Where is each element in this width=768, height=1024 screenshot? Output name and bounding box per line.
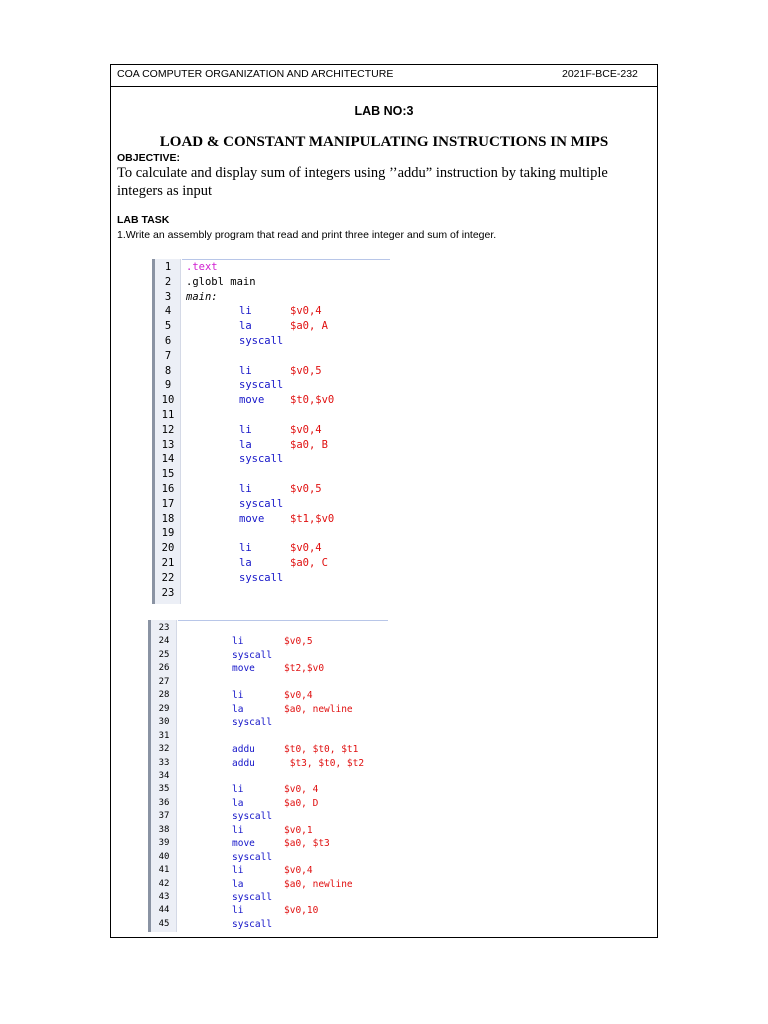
line-number: 43 bbox=[158, 892, 170, 902]
code-line bbox=[148, 825, 388, 838]
line-number: 8 bbox=[164, 364, 172, 377]
code-instruction: li bbox=[232, 824, 244, 836]
line-number: 40 bbox=[158, 851, 170, 862]
code-operand: $a0, A bbox=[290, 320, 328, 333]
line-number: 10 bbox=[161, 394, 175, 407]
code-instruction: syscall bbox=[232, 851, 273, 863]
code-line bbox=[148, 892, 388, 905]
code-line bbox=[152, 379, 390, 394]
code-instruction: li bbox=[232, 905, 244, 917]
code-line bbox=[148, 865, 388, 878]
code-instruction: li bbox=[239, 542, 252, 555]
code-operand: $v0,5 bbox=[290, 483, 322, 495]
code-operand: $t0,$v0 bbox=[290, 394, 335, 407]
code-instruction: li bbox=[239, 305, 252, 318]
code-operand: $a0, D bbox=[284, 797, 319, 809]
line-number: 1 bbox=[164, 261, 172, 273]
code-line bbox=[148, 798, 388, 811]
line-number: 7 bbox=[164, 349, 172, 362]
line-number: 31 bbox=[158, 730, 170, 741]
code-instruction: syscall bbox=[232, 717, 273, 729]
code-line bbox=[148, 784, 388, 797]
code-instruction: syscall bbox=[232, 892, 273, 903]
code-instruction: syscall bbox=[232, 811, 273, 823]
code-operand: $v0,10 bbox=[284, 905, 319, 917]
code-operand: $a0, B bbox=[290, 438, 328, 451]
line-number: 30 bbox=[158, 717, 170, 728]
code-line bbox=[152, 468, 390, 483]
code-line bbox=[148, 879, 388, 892]
line-number: 41 bbox=[158, 865, 170, 876]
line-number: 13 bbox=[161, 438, 175, 451]
line-number: 33 bbox=[158, 757, 170, 768]
code-operand: $t3, $t0, $t2 bbox=[284, 757, 365, 769]
code-line bbox=[152, 394, 390, 409]
code-instruction: la bbox=[239, 320, 252, 333]
code-line bbox=[148, 731, 388, 744]
code-line bbox=[148, 838, 388, 851]
code-line bbox=[148, 717, 388, 730]
code-instruction: li bbox=[232, 690, 244, 702]
lab-title: LOAD & CONSTANT MANIPULATING INSTRUCTIONS IN MIPS bbox=[159, 134, 609, 150]
code-line bbox=[152, 587, 390, 602]
student-id: 2021F-BCE-232 bbox=[562, 68, 638, 80]
code-operand: $t1,$v0 bbox=[290, 512, 335, 525]
code-line bbox=[152, 453, 390, 468]
code-operand: $v0,4 bbox=[290, 305, 322, 318]
line-number: 38 bbox=[158, 824, 170, 835]
code-line bbox=[152, 542, 390, 557]
line-number: 36 bbox=[158, 797, 170, 808]
code-line bbox=[152, 365, 390, 380]
line-number: 18 bbox=[161, 512, 175, 525]
code-operand: $v0,4 bbox=[290, 423, 322, 436]
code-operand: $a0, C bbox=[290, 557, 328, 569]
code-line bbox=[152, 483, 390, 498]
code-line bbox=[152, 305, 390, 320]
code-line bbox=[148, 704, 388, 717]
code-instruction: syscall bbox=[232, 649, 273, 661]
code-operand: $v0,5 bbox=[284, 636, 313, 648]
line-number: 32 bbox=[158, 744, 170, 755]
code-operand: $v0, 4 bbox=[284, 784, 319, 796]
code-instruction: syscall bbox=[239, 335, 284, 347]
code-line bbox=[152, 557, 390, 572]
code-instruction: move bbox=[232, 663, 255, 675]
line-number: 23 bbox=[158, 623, 170, 633]
lab-task-heading: LAB TASK bbox=[117, 214, 170, 226]
line-number: 16 bbox=[161, 483, 175, 495]
code-screenshot-2 bbox=[148, 620, 388, 932]
code-operand: $a0, newline bbox=[284, 703, 353, 715]
line-number: 3 bbox=[164, 290, 172, 303]
code-line bbox=[148, 811, 388, 824]
code-instruction: li bbox=[232, 636, 244, 648]
code-screenshot-1 bbox=[152, 259, 390, 604]
line-number: 42 bbox=[158, 878, 170, 889]
line-number: 25 bbox=[158, 649, 170, 660]
code-instruction: la bbox=[232, 797, 244, 809]
header-divider bbox=[110, 86, 658, 87]
code-line bbox=[148, 852, 388, 865]
code-instruction: move bbox=[239, 512, 265, 525]
code-top-rule bbox=[178, 620, 388, 621]
code-operand: $a0, newline bbox=[284, 878, 353, 890]
code-line bbox=[148, 771, 388, 784]
line-number: 26 bbox=[158, 663, 170, 674]
code-instruction: addu bbox=[232, 744, 255, 756]
objective-text: To calculate and display sum of integers using ’’addu” instruction by taking multiple integers as input bbox=[117, 165, 608, 199]
code-line bbox=[152, 276, 390, 291]
code-line bbox=[148, 636, 388, 649]
code-instruction: syscall bbox=[239, 497, 284, 510]
code-instruction: main: bbox=[186, 290, 218, 303]
line-number: 45 bbox=[158, 918, 170, 929]
code-line bbox=[152, 350, 390, 365]
line-number: 9 bbox=[164, 379, 172, 392]
line-number: 12 bbox=[161, 423, 175, 436]
line-number: 22 bbox=[161, 571, 175, 584]
code-operand: $v0,5 bbox=[290, 364, 322, 377]
line-number: 6 bbox=[164, 335, 172, 347]
code-line bbox=[152, 572, 390, 587]
code-line bbox=[152, 513, 390, 528]
code-instruction: li bbox=[239, 364, 252, 377]
code-instruction: move bbox=[232, 838, 255, 850]
code-operand: $a0, $t3 bbox=[284, 838, 330, 850]
line-number: 15 bbox=[161, 468, 175, 481]
lab-task-text: 1.Write an assembly program that read and print three integer and sum of integer. bbox=[117, 229, 497, 241]
code-instruction: li bbox=[239, 423, 252, 436]
code-instruction: la bbox=[232, 703, 244, 715]
code-instruction: li bbox=[232, 865, 244, 877]
code-line bbox=[152, 498, 390, 513]
code-line bbox=[148, 663, 388, 676]
line-number: 5 bbox=[164, 320, 172, 333]
code-instruction: addu bbox=[232, 757, 255, 769]
code-line bbox=[148, 758, 388, 771]
line-number: 17 bbox=[161, 497, 175, 510]
code-instruction: li bbox=[232, 784, 244, 796]
code-operand: $t2,$v0 bbox=[284, 663, 325, 675]
code-instruction: syscall bbox=[239, 379, 284, 392]
code-operand: $v0,4 bbox=[290, 542, 322, 555]
code-instruction: syscall bbox=[232, 918, 273, 930]
line-number: 20 bbox=[161, 542, 175, 555]
line-number: 35 bbox=[158, 784, 170, 795]
line-number: 24 bbox=[158, 636, 170, 647]
code-line bbox=[152, 335, 390, 350]
code-line bbox=[148, 905, 388, 918]
code-instruction: la bbox=[239, 438, 252, 451]
code-instruction: la bbox=[232, 878, 244, 890]
line-number: 29 bbox=[158, 703, 170, 714]
code-instruction: li bbox=[239, 483, 252, 495]
code-line bbox=[152, 291, 390, 306]
code-operand: $t0, $t0, $t1 bbox=[284, 744, 359, 756]
line-number: 2 bbox=[164, 275, 172, 288]
code-operand: $v0,4 bbox=[284, 865, 313, 877]
line-number: 11 bbox=[161, 409, 175, 421]
line-number: 23 bbox=[161, 586, 175, 599]
line-number: 4 bbox=[164, 305, 172, 318]
code-line bbox=[148, 623, 388, 636]
line-number: 28 bbox=[158, 690, 170, 701]
code-line bbox=[152, 261, 390, 276]
line-number: 39 bbox=[158, 838, 170, 849]
course-title: COA COMPUTER ORGANIZATION AND ARCHITECTURE bbox=[117, 68, 394, 80]
code-line bbox=[148, 744, 388, 757]
code-line bbox=[152, 320, 390, 335]
code-top-rule bbox=[182, 259, 390, 260]
code-line bbox=[148, 650, 388, 663]
lab-number: LAB NO:3 bbox=[354, 104, 414, 118]
line-number: 27 bbox=[158, 676, 170, 687]
code-line bbox=[148, 677, 388, 690]
code-line bbox=[148, 919, 388, 932]
line-number: 14 bbox=[161, 453, 175, 466]
line-number: 37 bbox=[158, 811, 170, 822]
code-operand: $v0,1 bbox=[284, 824, 313, 836]
code-operand: $v0,4 bbox=[284, 690, 313, 702]
code-line bbox=[152, 439, 390, 454]
code-instruction: la bbox=[239, 557, 252, 569]
line-number: 44 bbox=[158, 905, 170, 916]
code-line bbox=[152, 409, 390, 424]
code-instruction: .globl main bbox=[186, 275, 256, 288]
line-number: 21 bbox=[161, 557, 175, 569]
code-instruction: syscall bbox=[239, 453, 284, 466]
code-line bbox=[152, 527, 390, 542]
code-instruction: syscall bbox=[239, 571, 284, 584]
line-number: 34 bbox=[158, 770, 170, 781]
line-number: 19 bbox=[161, 527, 175, 540]
code-line bbox=[152, 424, 390, 439]
objective-heading: OBJECTIVE: bbox=[117, 152, 181, 164]
code-instruction: move bbox=[239, 394, 265, 407]
code-instruction: .text bbox=[186, 261, 218, 273]
code-line bbox=[148, 690, 388, 703]
